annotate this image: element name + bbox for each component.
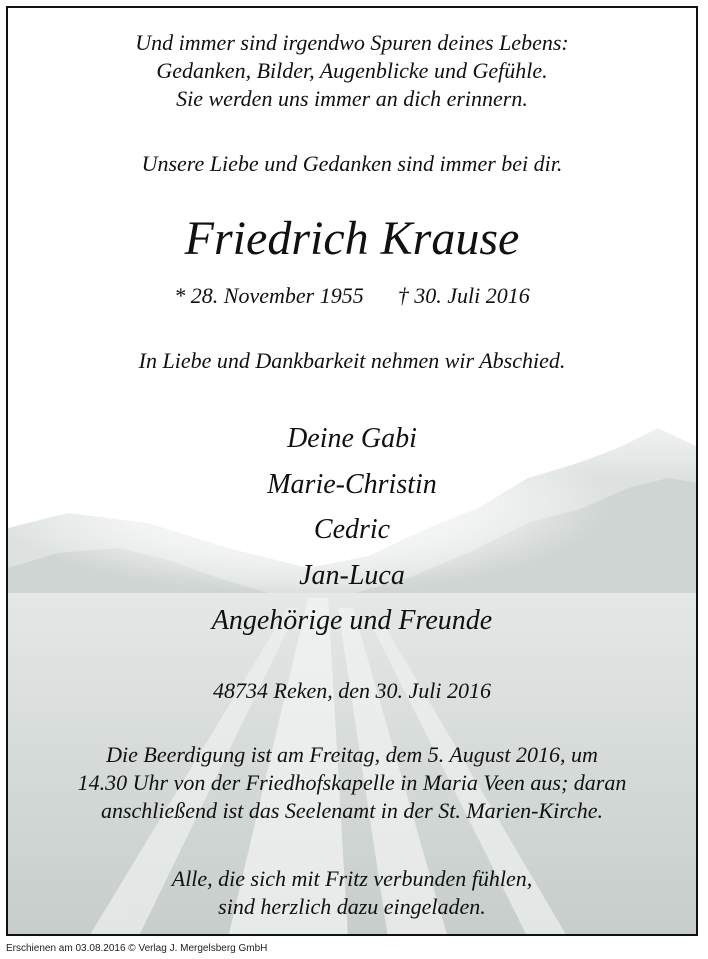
poem-line: Gedanken, Bilder, Augenblicke und Gefühle. <box>156 58 548 83</box>
funeral-info-line: 14.30 Uhr von der Friedhofskapelle in Maria Veen aus; daran <box>77 770 627 795</box>
mourner-name: Cedric <box>313 514 391 545</box>
funeral-info-line: anschließend ist das Seelenamt in der St. Marien-Kirche. <box>100 798 604 823</box>
birth-date: * 28. November 1955 <box>174 283 364 308</box>
invitation-line: sind herzlich dazu eingeladen. <box>218 894 486 919</box>
mourner-name: Angehörige und Freunde <box>211 605 493 636</box>
poem-line: Sie werden uns immer an dich erinnern. <box>176 86 528 111</box>
funeral-info-line: Die Beerdigung ist am Freitag, dem 5. August 2016, um <box>106 742 598 767</box>
mourner-name: Marie-Christin <box>267 469 437 500</box>
life-dates <box>8 283 696 309</box>
publication-footer: Erschienen am 03.08.2016 © Verlag J. Mergelsberg GmbH <box>6 943 268 954</box>
mourner-name: Jan-Luca <box>299 560 405 591</box>
death-date: † 30. Juli 2016 <box>397 283 530 308</box>
mourner-name: Deine Gabi <box>287 423 417 454</box>
place-date: 48734 Reken, den 30. Juli 2016 <box>213 678 491 703</box>
farewell-text: In Liebe und Dankbarkeit nehmen wir Abschied. <box>138 348 566 373</box>
intro-text: Unsere Liebe und Gedanken sind immer bei dir. <box>141 151 563 176</box>
invitation-line: Alle, die sich mit Fritz verbunden fühlen, <box>171 866 533 891</box>
obituary-notice <box>6 6 698 936</box>
poem-line: Und immer sind irgendwo Spuren deines Lebens: <box>135 30 569 55</box>
deceased-name: Friedrich Krause <box>184 212 520 265</box>
